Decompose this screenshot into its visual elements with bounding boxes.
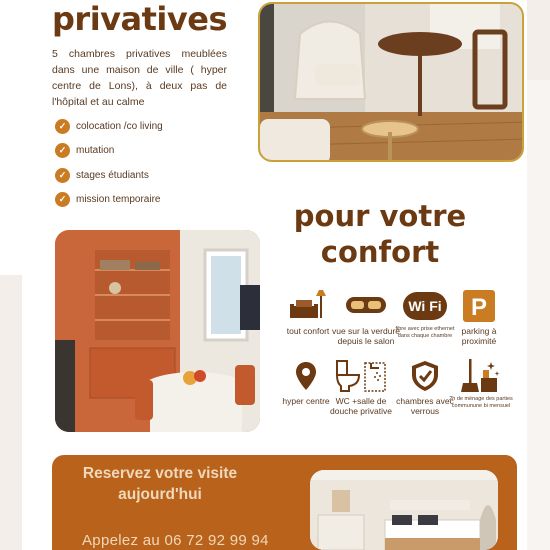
- right-margin: [527, 80, 550, 550]
- bullet-label: mutation: [76, 145, 115, 157]
- cta-phone[interactable]: Appelez au 06 72 92 99 94: [82, 532, 269, 549]
- feature-label: parking à proximité: [461, 326, 497, 346]
- feature-label: chambres avec verrous: [396, 396, 454, 416]
- feature-label: WC +salle de douche privative: [330, 396, 392, 416]
- parking-badge: P: [470, 294, 488, 321]
- feature-label: 2h de ménage des parties communune bi mensuel: [449, 396, 513, 409]
- page-title: privatives: [52, 0, 227, 38]
- check-icon: ✓: [55, 168, 70, 183]
- dining-room-image: [55, 230, 260, 432]
- list-item: [55, 139, 163, 164]
- cta-title: Reservez votre visite aujourd'hui: [82, 465, 238, 503]
- list-item: [55, 163, 163, 188]
- toilet-shower-icon: [326, 358, 396, 394]
- check-icon: ✓: [55, 192, 70, 207]
- feature-label: tout confort: [286, 326, 330, 336]
- bullet-label: colocation /co living: [76, 120, 163, 132]
- list-item: [55, 188, 163, 213]
- feature-label: vue sur la verdure depuis le salon: [331, 326, 401, 346]
- parking-icon: [444, 288, 514, 324]
- intro-text: 5 chambres privatives meublées dans une maison de ville ( hyper centre de Lons), à deux pas de l'hôpital et au calme: [52, 48, 227, 108]
- living-room-photo: [258, 2, 524, 162]
- left-margin: [0, 0, 22, 275]
- bedroom-image: [310, 470, 498, 550]
- feature-parking: [444, 288, 514, 346]
- feature-wc-douche: [326, 358, 396, 416]
- check-icon: ✓: [55, 119, 70, 134]
- dining-room-photo: [55, 230, 260, 432]
- bullet-list: [55, 114, 163, 212]
- bedroom-photo: [310, 470, 498, 550]
- wifi-badge: Wi Fi: [408, 298, 442, 314]
- cleaning-icon: [446, 358, 516, 394]
- check-icon: ✓: [55, 143, 70, 158]
- feature-label: hyper centre: [282, 396, 330, 406]
- feature-menage: [446, 358, 516, 409]
- bullet-label: stages étudiants: [76, 169, 149, 181]
- list-item: [55, 114, 163, 139]
- comfort-title: pour votre confort: [293, 199, 467, 269]
- bullet-label: mission temporaire: [76, 194, 161, 206]
- living-room-image: [260, 4, 524, 162]
- feature-label: fibre avec prise ethernet dans chaque chambre: [395, 326, 455, 339]
